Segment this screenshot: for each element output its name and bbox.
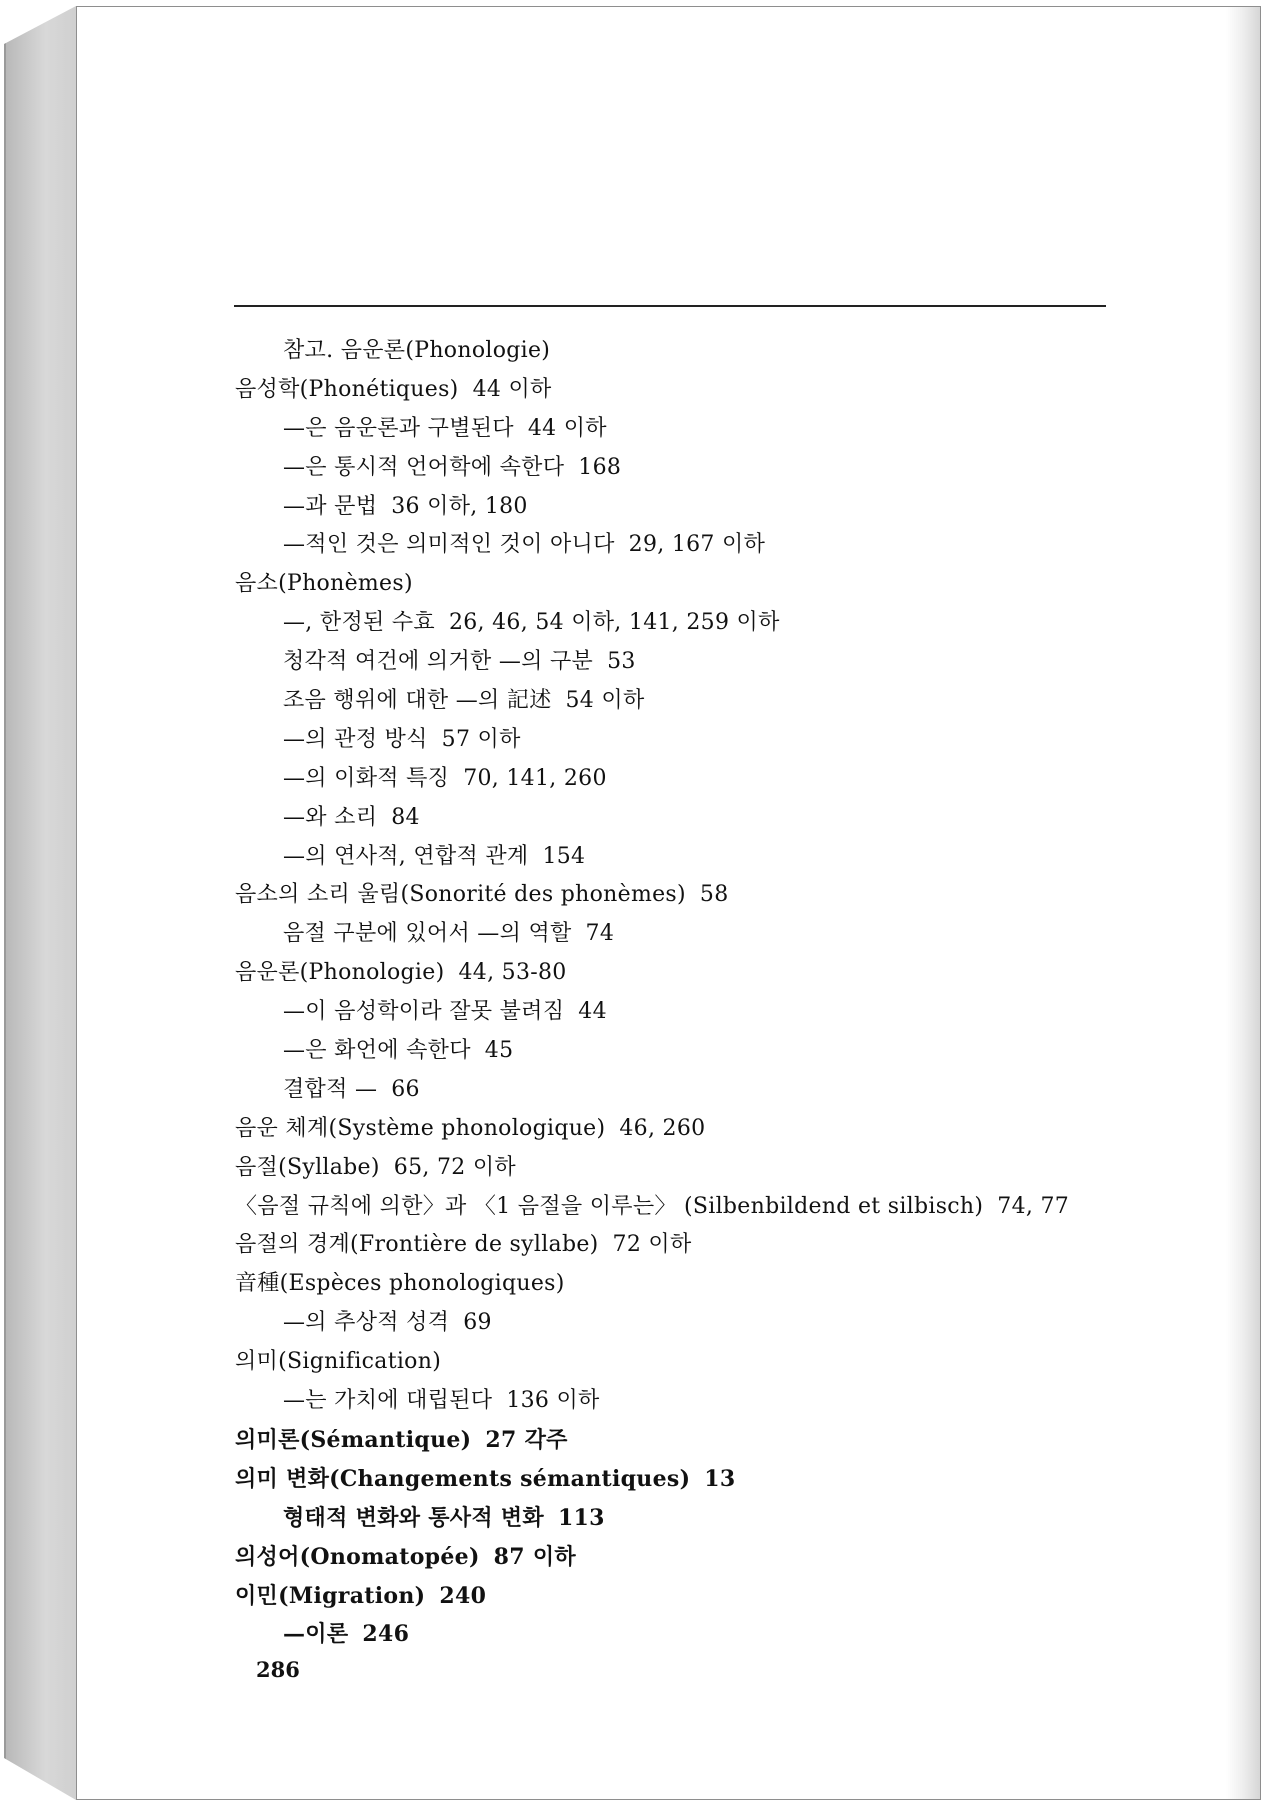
page-edge-shadow: [1226, 7, 1260, 1799]
index-entry: [235, 1343, 1115, 1382]
index-entry: [235, 1577, 1115, 1616]
page-number: 286: [256, 1657, 300, 1682]
entry-pages: 27 각주: [485, 1426, 568, 1453]
entry-term: —은 음운론과 구별된다: [283, 415, 514, 441]
entry-term: 청각적 여건에 의거한 —의 구분: [283, 649, 594, 675]
entry-term: 조음 행위에 대한 —의 記述: [283, 688, 552, 714]
entry-pages: 13: [704, 1465, 736, 1492]
index-entry: [235, 1188, 1115, 1227]
entry-pages: 53: [607, 649, 636, 675]
index-subentry: [235, 410, 1115, 449]
entry-pages: 44 이하: [472, 376, 552, 402]
index-subentry: [235, 915, 1115, 954]
index-subentry: [235, 1382, 1115, 1421]
entry-pages: 29, 167 이하: [628, 532, 766, 558]
entry-term: 음운 체계(Système phonologique): [235, 1115, 606, 1141]
entry-pages: 168: [578, 454, 622, 480]
entry-pages: 36 이하, 180: [391, 493, 528, 519]
entry-term: 의미(Signification): [235, 1349, 442, 1375]
index-subentry: [235, 1304, 1115, 1343]
entry-term: —의 관정 방식: [283, 726, 428, 752]
entry-pages: 66: [391, 1076, 420, 1102]
entry-term: 음성학(Phonétiques): [235, 376, 459, 402]
entry-term: 음절의 경계(Frontière de syllabe): [235, 1232, 599, 1258]
index-subentry: [235, 332, 1115, 371]
index-subentry: [235, 682, 1115, 721]
entry-term: 참고. 음운론(Phonologie): [283, 338, 551, 363]
entry-term: —의 추상적 성격: [283, 1310, 450, 1336]
entry-pages: 74: [585, 921, 615, 947]
index-subentry: [235, 1615, 1115, 1654]
entry-pages: 136 이하: [506, 1388, 600, 1414]
entry-term: 음운론(Phonologie): [235, 960, 445, 986]
entry-term: 의미론(Sémantique): [235, 1426, 472, 1453]
index-subentry: [235, 1499, 1115, 1538]
entry-term: 音種(Espèces phonologiques): [235, 1271, 565, 1297]
entry-term: 이민(Migration): [235, 1582, 426, 1609]
entry-term: —, 한정된 수효: [283, 610, 435, 636]
entry-pages: 69: [463, 1310, 492, 1336]
index-subentry: [235, 1071, 1115, 1110]
index-subentry: [235, 838, 1115, 877]
index-subentry: [235, 993, 1115, 1032]
entry-term: 의성어(Onomatopée): [235, 1543, 480, 1570]
entry-pages: 70, 141, 260: [463, 765, 607, 791]
entry-term: —은 통시적 언어학에 속한다: [283, 454, 565, 480]
index-entry: [235, 565, 1115, 604]
index-subentry: [235, 604, 1115, 643]
entry-term: 의미 변화(Changements sémantiques): [235, 1465, 691, 1492]
index-subentry: [235, 643, 1115, 682]
index-entry: [235, 876, 1115, 915]
entry-pages: 240: [439, 1582, 487, 1609]
entry-pages: 246: [362, 1621, 410, 1648]
book-spine: [4, 6, 78, 1800]
entry-pages: 54 이하: [565, 688, 645, 714]
index-entry: [235, 1460, 1115, 1499]
entry-pages: 65, 72 이하: [393, 1154, 516, 1180]
entry-term: —의 이화적 특징: [283, 765, 450, 791]
entry-term: 음소의 소리 울림(Sonorité des phonèmes): [235, 882, 686, 908]
entry-term: —의 연사적, 연합적 관계: [283, 843, 529, 869]
index-entry: [235, 1149, 1115, 1188]
entry-pages: 45: [484, 1038, 514, 1064]
entry-pages: 46, 260: [619, 1115, 706, 1141]
index-entry: [235, 1421, 1115, 1460]
index-subentry: [235, 488, 1115, 527]
index-subentry: [235, 799, 1115, 838]
entry-term: 결합적 —: [283, 1076, 378, 1102]
entry-term: —이론: [283, 1621, 349, 1648]
entry-term: —와 소리: [283, 804, 378, 830]
entry-pages: 113: [557, 1504, 605, 1531]
entry-term: —이 음성학이라 잘못 불려짐: [283, 999, 565, 1025]
index-subentry: [235, 760, 1115, 799]
entry-pages: 26, 46, 54 이하, 141, 259 이하: [448, 610, 780, 636]
header-rule: [234, 305, 1106, 307]
entry-pages: 72 이하: [612, 1232, 692, 1258]
entry-pages: 154: [542, 843, 586, 869]
entry-pages: 44, 53-80: [458, 960, 567, 986]
index-entry: [235, 1265, 1115, 1304]
entry-term: 형태적 변화와 통사적 변화: [283, 1504, 544, 1531]
entry-pages: 57 이하: [441, 726, 521, 752]
index-entries: [235, 332, 1115, 1654]
entry-pages: 87 이하: [493, 1543, 576, 1570]
index-entry: [235, 954, 1115, 993]
entry-term: 음절(Syllabe): [235, 1154, 380, 1180]
index-entry: [235, 1110, 1115, 1149]
entry-pages: 84: [391, 804, 420, 830]
entry-term: —는 가치에 대립된다: [283, 1388, 493, 1414]
index-entry: [235, 1538, 1115, 1577]
index-subentry: [235, 721, 1115, 760]
entry-term: —적인 것은 의미적인 것이 아니다: [283, 532, 615, 558]
entry-pages: 44: [578, 999, 607, 1025]
index-entry: [235, 371, 1115, 410]
index-subentry: [235, 526, 1115, 565]
entry-pages: 44 이하: [527, 415, 607, 441]
index-subentry: [235, 1032, 1115, 1071]
entry-pages: 58: [699, 882, 729, 908]
entry-term: 음절 구분에 있어서 —의 역할: [283, 921, 572, 947]
entry-term: —과 문법: [283, 493, 378, 519]
index-entry: [235, 1226, 1115, 1265]
entry-term: —은 화언에 속한다: [283, 1038, 471, 1064]
entry-pages: 74, 77: [997, 1193, 1070, 1219]
entry-term: 음소(Phonèmes): [235, 571, 413, 597]
entry-term: 〈음절 규칙에 의한〉과 〈1 음절을 이루는〉 (Silbenbildend et silbisch): [235, 1193, 984, 1219]
index-subentry: [235, 449, 1115, 488]
